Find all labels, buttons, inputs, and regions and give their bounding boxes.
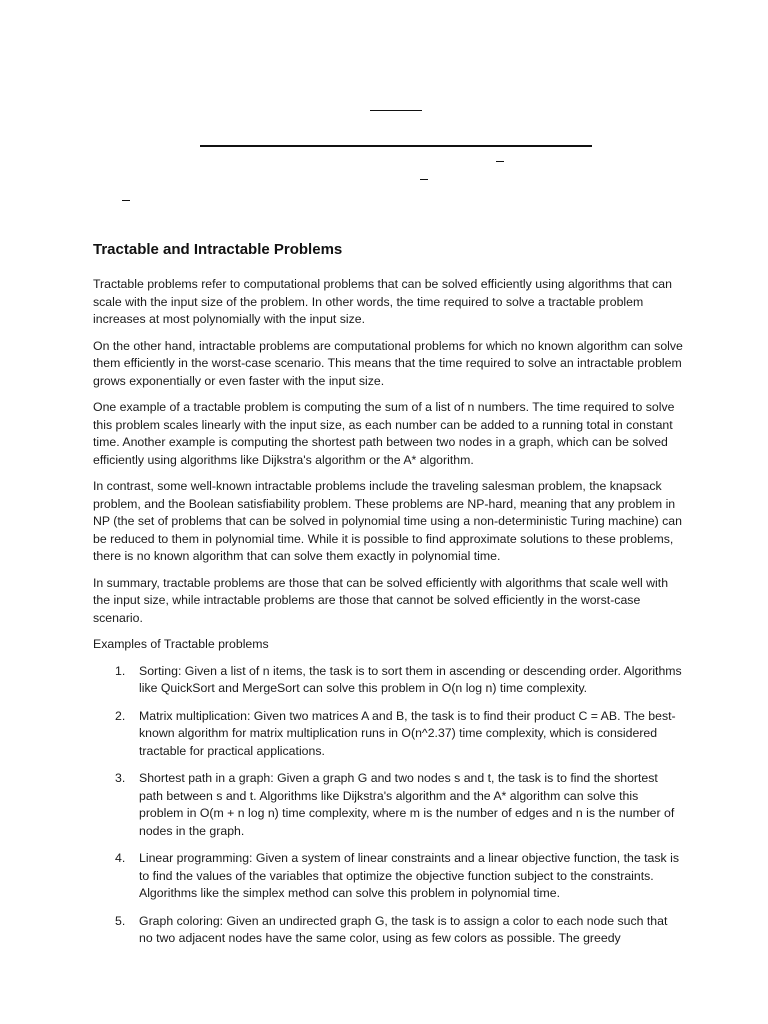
list-number: 3. xyxy=(115,771,126,785)
list-number: 4. xyxy=(115,851,126,865)
list-item-text: Graph coloring: Given an undirected graph G, the task is to assign a color to each node such that no two adjacent nodes have the same color, using as few colors as possible. The greedy xyxy=(139,913,668,945)
examples-title: Examples of Tractable problems xyxy=(93,637,269,651)
paragraph: Tractable problems refer to computational problems that can be solved efficiently using algorithms that can scale with the input size of the problem. In other words, the time required to solve a tractable problem increases at most polynomially with the input size. xyxy=(93,277,672,326)
list-item xyxy=(93,850,683,903)
paragraph: In summary, tractable problems are those that can be solved efficiently with algorithms that scale well with the input size, while intractable problems are those that cannot be solved efficiently in the worst-case scenario. xyxy=(93,575,669,625)
list-item-text: Matrix multiplication: Given two matrices A and B, the task is to find their product C = AB. The best-known algorithm for matrix multiplication runs in O(n^2.37) time complexity, which is considered tractable for practical applications. xyxy=(139,708,676,758)
header-dash xyxy=(420,179,428,180)
header-dash xyxy=(496,161,504,162)
paragraph: One example of a tractable problem is computing the sum of a list of n numbers. The time required to solve this problem scales linearly with the input size, as each number can be added to a running total in constant time. Another example is computing the shortest path between two nodes in a graph, which can be solved efficiently using algorithms like Dijkstra's algorithm or the A* algorithm. xyxy=(93,400,675,467)
list-item-text: Sorting: Given a list of n items, the task is to sort them in ascending or descending order. Algorithms like QuickSort and MergeSort can solve this problem in O(n log n) time complexity. xyxy=(139,663,682,695)
list-item xyxy=(93,708,683,761)
header-dash xyxy=(122,200,130,201)
paragraph: On the other hand, intractable problems are computational problems for which no known algorithm can solve them efficiently in the worst-case scenario. This means that the time required to solve an intractable problem grows exponentially or even faster with the input size. xyxy=(93,338,683,388)
list-number: 1. xyxy=(115,663,126,678)
examples-list xyxy=(93,663,683,948)
list-item xyxy=(93,770,683,840)
list-item xyxy=(93,663,683,698)
list-item xyxy=(93,913,683,948)
paragraph: In contrast, some well-known intractable problems include the traveling salesman problem, the knapsack problem, and the Boolean satisfiability problem. These problems are NP-hard, meaning that any problem in NP (the set of problems that can be solved in polynomial time using a non-deterministic Turing machine) can be reduced to them in polynomial time. While it is possible to find approximate solutions to these problems, there is no known algorithm that can solve them exactly in polynomial time. xyxy=(93,479,682,563)
list-number: 2. xyxy=(115,708,126,723)
section-heading: Tractable and Intractable Problems xyxy=(93,241,343,258)
header-rule-long xyxy=(200,145,592,147)
list-item-text: Linear programming: Given a system of linear constraints and a linear objective function, the task is to find the values of the variables that optimize the objective function subject to the constraints. Algorithms like the simplex method can solve this problem in polynomial time. xyxy=(139,851,679,900)
header-rule-short xyxy=(370,110,422,111)
list-item-text: Shortest path in a graph: Given a graph G and two nodes s and t, the task is to find the shortest path between s and t. Algorithms like Dijkstra's algorithm and the A* algorithm can solve this problem in O(m + n log n) time complexity, where m is the number of edges and n is the number of nodes in the graph. xyxy=(139,771,675,838)
list-number: 5. xyxy=(115,913,126,928)
document-body xyxy=(93,238,683,958)
